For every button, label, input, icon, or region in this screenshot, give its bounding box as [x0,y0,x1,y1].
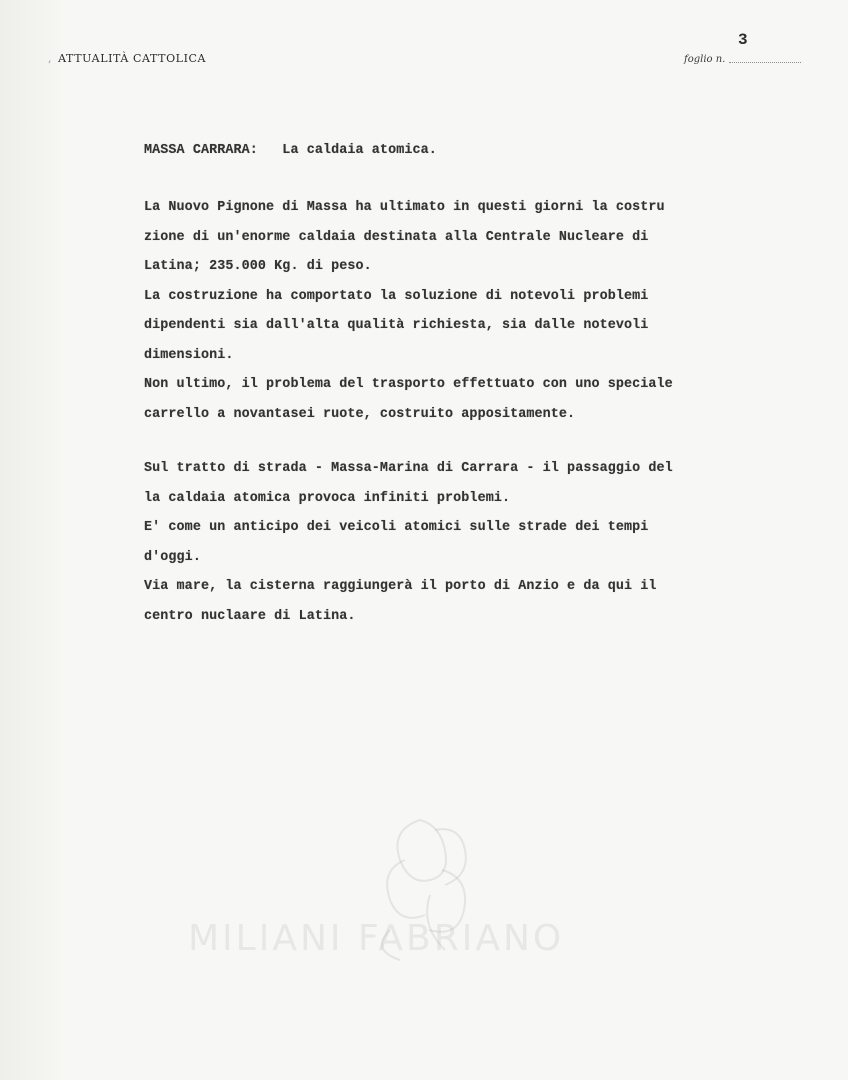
text-line: centro nuclaare di Latina. [144,608,356,624]
text-line: La costruzione ha comportato la soluzione di notevoli problemi [144,288,649,304]
paper-edge [0,0,62,1080]
text-line: La Nuovo Pignone di Massa ha ultimato in questi giorni la costru [144,200,665,215]
sheet-number-rule [729,62,801,63]
text-line: Via mare, la cisterna raggiungerà il porto di Anzio e da qui il [144,579,657,594]
text-line: d'oggi. [144,549,201,565]
text-line: E' come un anticipo dei veicoli atomici sulle strade dei tempi [144,520,649,535]
text-line: Non ultimo, il problema del trasporto effettuato con uno speciale [144,377,673,392]
paragraph-1 [144,193,814,429]
text-line: zione di un'enorme caldaia destinata alla Centrale Nucleare di [144,229,649,245]
watermark-emblem-icon [180,800,700,1000]
text-line: carrello a novantasei ruote, costruito appositamente. [144,406,576,422]
article-heading: MASSA CARRARA: La caldaia atomica. [144,143,437,158]
text-line: dipendenti sia dall'alta qualità richiesta, sia dalle notevoli [144,318,649,333]
paper-watermark [180,800,700,1000]
paragraph-2 [144,454,814,631]
text-line: la caldaia atomica provoca infiniti problemi. [144,490,511,506]
publication-name: ATTUALITÀ CATTOLICA [58,52,207,65]
text-line: Latina; 235.000 Kg. di peso. [144,259,372,274]
text-line: Sul tratto di strada - Massa-Marina di Carrara - il passaggio del [144,461,673,476]
punch-mark: , [48,52,53,65]
publication-header [48,52,206,65]
sheet-label-field [684,54,801,65]
text-line: dimensioni. [144,347,234,363]
sheet-label: foglio n. [684,54,726,65]
watermark-text: MILIANI FABRIANO [188,918,565,959]
sheet-number: 3 [738,31,748,49]
